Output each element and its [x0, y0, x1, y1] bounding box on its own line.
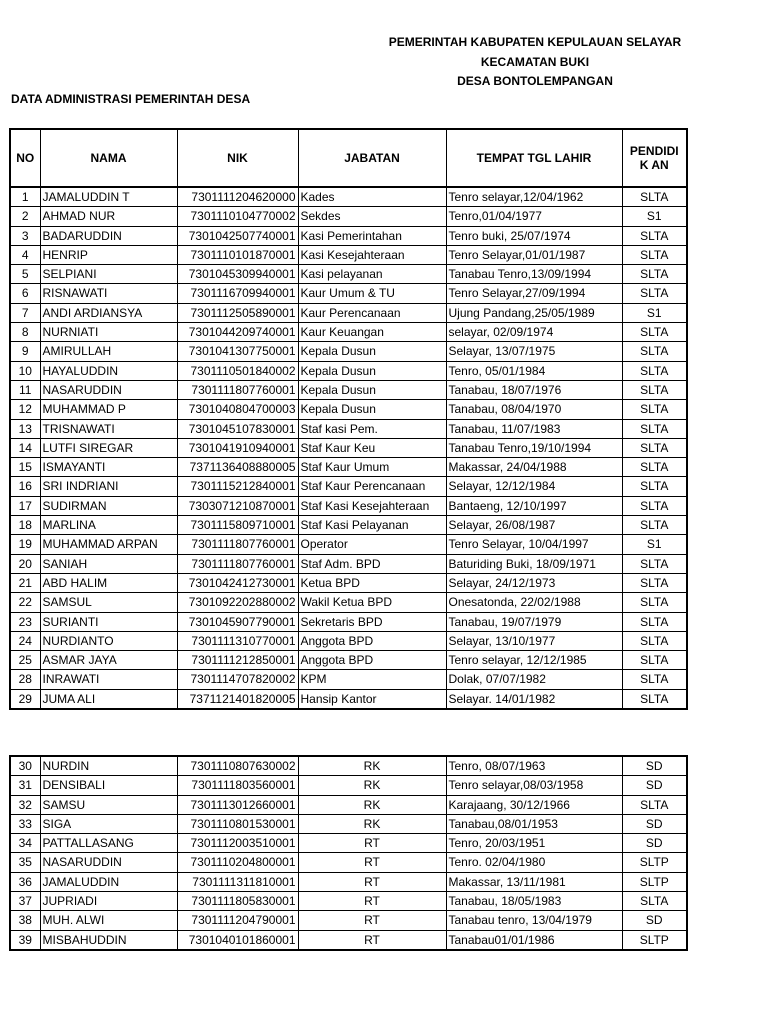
cell-nama: HAYALUDDIN: [40, 361, 177, 380]
cell-jabatan: Kaur Umum & TU: [298, 284, 446, 303]
table-row: [10, 911, 687, 930]
cell-nik: 7301115212840001: [177, 477, 298, 496]
table-row: [10, 245, 687, 264]
cell-no: 21: [10, 573, 40, 592]
cell-nama: AMIRULLAH: [40, 342, 177, 361]
cell-pendidikan: SLTA: [622, 612, 687, 631]
cell-nik: 7303071210870001: [177, 496, 298, 515]
staff-table-body: [10, 187, 687, 709]
table-row: [10, 496, 687, 515]
cell-ttl: Tenro. 02/04/1980: [446, 853, 622, 872]
cell-nama: NURDIN: [40, 756, 177, 776]
cell-jabatan: Anggota BPD: [298, 651, 446, 670]
table-row: [10, 284, 687, 303]
document-title: DATA ADMINISTRASI PEMERINTAH DESA: [11, 92, 251, 106]
cell-nama: LUTFI SIREGAR: [40, 438, 177, 457]
cell-jabatan: RT: [298, 872, 446, 891]
cell-jabatan: Kaur Perencanaan: [298, 303, 446, 322]
table-row: [10, 631, 687, 650]
cell-pendidikan: SLTP: [622, 853, 687, 872]
cell-pendidikan: SLTA: [622, 323, 687, 342]
cell-nik: 7301114707820002: [177, 670, 298, 689]
cell-ttl: Tanabau, 08/04/1970: [446, 400, 622, 419]
cell-pendidikan: S1: [622, 535, 687, 554]
cell-nik: 7301115809710001: [177, 516, 298, 535]
cell-nama: MUHAMMAD ARPAN: [40, 535, 177, 554]
cell-no: 12: [10, 400, 40, 419]
table-row: [10, 795, 687, 814]
table-row: [10, 438, 687, 457]
table-row: [10, 554, 687, 573]
cell-nama: DENSIBALI: [40, 776, 177, 795]
table-row: [10, 226, 687, 245]
cell-no: 30: [10, 756, 40, 776]
cell-pendidikan: SLTA: [622, 187, 687, 207]
cell-ttl: Selayar, 12/12/1984: [446, 477, 622, 496]
cell-nama: PATTALLASANG: [40, 834, 177, 853]
cell-pendidikan: SLTA: [622, 516, 687, 535]
header-district: KECAMATAN BUKI: [480, 54, 590, 69]
cell-ttl: Tenro selayar,08/03/1958: [446, 776, 622, 795]
cell-pendidikan: SLTA: [622, 573, 687, 592]
cell-ttl: Tenro Selayar,01/01/1987: [446, 245, 622, 264]
cell-nama: NURDIANTO: [40, 631, 177, 650]
cell-ttl: Tenro Selayar,27/09/1994: [446, 284, 622, 303]
cell-pendidikan: SLTA: [622, 670, 687, 689]
column-header-ttl: TEMPAT TGL LAHIR: [446, 129, 622, 187]
cell-nama: SANIAH: [40, 554, 177, 573]
cell-jabatan: RT: [298, 911, 446, 930]
cell-no: 25: [10, 651, 40, 670]
cell-no: 2: [10, 207, 40, 226]
cell-jabatan: Wakil Ketua BPD: [298, 593, 446, 612]
cell-ttl: Baturiding Buki, 18/09/1971: [446, 554, 622, 573]
cell-nama: JAMALUDDIN T: [40, 187, 177, 207]
cell-nik: 7301110501840002: [177, 361, 298, 380]
cell-jabatan: RT: [298, 892, 446, 911]
cell-nik: 7301092202880002: [177, 593, 298, 612]
table-row: [10, 419, 687, 438]
cell-no: 32: [10, 795, 40, 814]
cell-ttl: Tanabau, 19/07/1979: [446, 612, 622, 631]
cell-pendidikan: S1: [622, 303, 687, 322]
table-row: [10, 776, 687, 795]
cell-pendidikan: SLTA: [622, 342, 687, 361]
cell-pendidikan: SLTA: [622, 380, 687, 399]
cell-nik: 7301040804700003: [177, 400, 298, 419]
cell-nik: 7301111204790001: [177, 911, 298, 930]
cell-ttl: Tanabau Tenro,19/10/1994: [446, 438, 622, 457]
cell-nik: 7301040101860001: [177, 930, 298, 950]
cell-nik: 7301111212850001: [177, 651, 298, 670]
cell-jabatan: Anggota BPD: [298, 631, 446, 650]
cell-nama: INRAWATI: [40, 670, 177, 689]
cell-no: 39: [10, 930, 40, 950]
cell-ttl: Karajaang, 30/12/1966: [446, 795, 622, 814]
cell-pendidikan: SLTA: [622, 284, 687, 303]
cell-ttl: Selayar, 13/07/1975: [446, 342, 622, 361]
rt-rk-table: [9, 755, 688, 951]
cell-pendidikan: SD: [622, 756, 687, 776]
cell-no: 18: [10, 516, 40, 535]
table-row: [10, 535, 687, 554]
cell-nama: SURIANTI: [40, 612, 177, 631]
cell-nik: 7301111311810001: [177, 872, 298, 891]
cell-no: 31: [10, 776, 40, 795]
cell-nik: 7371121401820005: [177, 689, 298, 709]
cell-nama: AHMAD NUR: [40, 207, 177, 226]
column-header-no: NO: [10, 129, 40, 187]
cell-nik: 7301045309940001: [177, 265, 298, 284]
cell-no: 10: [10, 361, 40, 380]
cell-jabatan: RK: [298, 756, 446, 776]
cell-jabatan: RT: [298, 930, 446, 950]
table-row: [10, 853, 687, 872]
table-row: [10, 361, 687, 380]
cell-no: 23: [10, 612, 40, 631]
cell-nik: 7301111310770001: [177, 631, 298, 650]
cell-nik: 7371136408880005: [177, 458, 298, 477]
cell-nama: SAMSU: [40, 795, 177, 814]
cell-no: 37: [10, 892, 40, 911]
table-row: [10, 651, 687, 670]
table-row: [10, 834, 687, 853]
cell-pendidikan: SLTA: [622, 361, 687, 380]
cell-ttl: Selayar, 24/12/1973: [446, 573, 622, 592]
cell-nik: 7301110101870001: [177, 245, 298, 264]
cell-jabatan: Kepala Dusun: [298, 400, 446, 419]
cell-ttl: Makassar, 13/11/1981: [446, 872, 622, 891]
cell-pendidikan: SLTA: [622, 477, 687, 496]
cell-nama: ASMAR JAYA: [40, 651, 177, 670]
cell-nama: RISNAWATI: [40, 284, 177, 303]
table-row: [10, 458, 687, 477]
cell-pendidikan: SLTA: [622, 400, 687, 419]
cell-jabatan: Staf Kasi Kesejahteraan: [298, 496, 446, 515]
document-header: [360, 33, 710, 92]
cell-pendidikan: SLTA: [622, 245, 687, 264]
cell-ttl: Tanabau tenro, 13/04/1979: [446, 911, 622, 930]
cell-jabatan: Sekretaris BPD: [298, 612, 446, 631]
cell-ttl: Bantaeng, 12/10/1997: [446, 496, 622, 515]
table-row: [10, 930, 687, 950]
cell-ttl: Tanabau, 11/07/1983: [446, 419, 622, 438]
cell-jabatan: Staf Kasi Pelayanan: [298, 516, 446, 535]
cell-ttl: Tenro Selayar, 10/04/1997: [446, 535, 622, 554]
table-row: [10, 207, 687, 226]
cell-jabatan: Staf Kaur Perencanaan: [298, 477, 446, 496]
column-header-nik: NIK: [177, 129, 298, 187]
cell-pendidikan: SD: [622, 911, 687, 930]
cell-ttl: Makassar, 24/04/1988: [446, 458, 622, 477]
cell-pendidikan: SLTA: [622, 554, 687, 573]
table-row: [10, 323, 687, 342]
cell-nik: 7301110807630002: [177, 756, 298, 776]
column-header-nama: NAMA: [40, 129, 177, 187]
cell-nik: 7301110204800001: [177, 853, 298, 872]
cell-ttl: Selayar, 13/10/1977: [446, 631, 622, 650]
cell-nik: 7301045107830001: [177, 419, 298, 438]
cell-nik: 7301110801530001: [177, 814, 298, 833]
table-row: [10, 670, 687, 689]
cell-jabatan: Kepala Dusun: [298, 361, 446, 380]
table-row: [10, 265, 687, 284]
cell-nik: 7301111807760001: [177, 535, 298, 554]
cell-nik: 7301041307750001: [177, 342, 298, 361]
cell-nik: 7301045907790001: [177, 612, 298, 631]
cell-no: 22: [10, 593, 40, 612]
cell-ttl: Tenro selayar,12/04/1962: [446, 187, 622, 207]
cell-nik: 7301042507740001: [177, 226, 298, 245]
table-row: [10, 612, 687, 631]
cell-nik: 7301111807760001: [177, 380, 298, 399]
cell-pendidikan: SLTA: [622, 226, 687, 245]
header-village: DESA BONTOLEMPANGAN: [457, 74, 613, 88]
cell-nama: MARLINA: [40, 516, 177, 535]
column-header-pendidikan: PENDIDIK AN: [622, 129, 687, 187]
cell-nama: SUDIRMAN: [40, 496, 177, 515]
cell-pendidikan: S1: [622, 207, 687, 226]
cell-no: 19: [10, 535, 40, 554]
cell-jabatan: Staf Kaur Umum: [298, 458, 446, 477]
cell-ttl: Onesatonda, 22/02/1988: [446, 593, 622, 612]
cell-ttl: Ujung Pandang,25/05/1989: [446, 303, 622, 322]
cell-ttl: Dolak, 07/07/1982: [446, 670, 622, 689]
cell-nik: 7301112505890001: [177, 303, 298, 322]
cell-nama: NURNIATI: [40, 323, 177, 342]
cell-ttl: Tenro,01/04/1977: [446, 207, 622, 226]
table-row: [10, 380, 687, 399]
cell-pendidikan: SLTA: [622, 689, 687, 709]
cell-ttl: Tanabau, 18/05/1983: [446, 892, 622, 911]
cell-pendidikan: SLTA: [622, 631, 687, 650]
cell-nama: SAMSUL: [40, 593, 177, 612]
cell-nama: MUHAMMAD P: [40, 400, 177, 419]
table-row: [10, 872, 687, 891]
cell-no: 17: [10, 496, 40, 515]
staff-table: [9, 128, 688, 710]
cell-no: 38: [10, 911, 40, 930]
cell-ttl: Tenro buki, 25/07/1974: [446, 226, 622, 245]
cell-nama: NASARUDDIN: [40, 853, 177, 872]
cell-ttl: Tanabau,08/01/1953: [446, 814, 622, 833]
cell-no: 6: [10, 284, 40, 303]
cell-no: 28: [10, 670, 40, 689]
header-government: PEMERINTAH KABUPATEN KEPULAUAN SELAYAR: [388, 35, 682, 49]
cell-nik: 7301111807760001: [177, 554, 298, 573]
table-row: [10, 814, 687, 833]
cell-pendidikan: SLTA: [622, 458, 687, 477]
table-header-row: [10, 129, 687, 187]
table-row: [10, 689, 687, 709]
cell-no: 14: [10, 438, 40, 457]
cell-pendidikan: SLTP: [622, 872, 687, 891]
cell-ttl: Selayar, 26/08/1987: [446, 516, 622, 535]
table-row: [10, 187, 687, 207]
cell-ttl: Tenro, 05/01/1984: [446, 361, 622, 380]
cell-nama: HENRIP: [40, 245, 177, 264]
cell-nama: TRISNAWATI: [40, 419, 177, 438]
cell-jabatan: RT: [298, 834, 446, 853]
cell-no: 1: [10, 187, 40, 207]
cell-nama: MISBAHUDDIN: [40, 930, 177, 950]
cell-nama: ABD HALIM: [40, 573, 177, 592]
cell-no: 33: [10, 814, 40, 833]
cell-nama: JUPRIADI: [40, 892, 177, 911]
table-row: [10, 593, 687, 612]
cell-jabatan: Kasi Pemerintahan: [298, 226, 446, 245]
cell-jabatan: Kades: [298, 187, 446, 207]
cell-no: 20: [10, 554, 40, 573]
table-row: [10, 477, 687, 496]
cell-no: 16: [10, 477, 40, 496]
cell-no: 5: [10, 265, 40, 284]
cell-nama: SELPIANI: [40, 265, 177, 284]
cell-pendidikan: SLTA: [622, 593, 687, 612]
cell-pendidikan: SLTA: [622, 651, 687, 670]
table-row: [10, 892, 687, 911]
cell-pendidikan: SLTA: [622, 496, 687, 515]
cell-jabatan: Kepala Dusun: [298, 342, 446, 361]
cell-pendidikan: SLTA: [622, 892, 687, 911]
cell-no: 11: [10, 380, 40, 399]
cell-no: 35: [10, 853, 40, 872]
cell-jabatan: Kaur Keuangan: [298, 323, 446, 342]
cell-pendidikan: SLTA: [622, 419, 687, 438]
cell-nik: 7301041910940001: [177, 438, 298, 457]
cell-no: 36: [10, 872, 40, 891]
cell-ttl: Tenro, 08/07/1963: [446, 756, 622, 776]
cell-ttl: Tanabau Tenro,13/09/1994: [446, 265, 622, 284]
cell-nik: 7301113012660001: [177, 795, 298, 814]
cell-ttl: Selayar. 14/01/1982: [446, 689, 622, 709]
cell-ttl: Tanabau, 18/07/1976: [446, 380, 622, 399]
cell-ttl: Tanabau01/01/1986: [446, 930, 622, 950]
cell-jabatan: Staf Kaur Keu: [298, 438, 446, 457]
cell-no: 24: [10, 631, 40, 650]
cell-nama: SRI INDRIANI: [40, 477, 177, 496]
cell-jabatan: KPM: [298, 670, 446, 689]
column-header-jabatan: JABATAN: [298, 129, 446, 187]
table-row: [10, 573, 687, 592]
cell-nik: 7301116709940001: [177, 284, 298, 303]
cell-nama: BADARUDDIN: [40, 226, 177, 245]
cell-jabatan: Kasi pelayanan: [298, 265, 446, 284]
table-row: [10, 303, 687, 322]
cell-jabatan: Hansip Kantor: [298, 689, 446, 709]
cell-jabatan: RT: [298, 853, 446, 872]
cell-nama: JAMALUDDIN: [40, 872, 177, 891]
cell-nama: ISMAYANTI: [40, 458, 177, 477]
cell-nik: 7301111805830001: [177, 892, 298, 911]
cell-jabatan: Sekdes: [298, 207, 446, 226]
cell-pendidikan: SLTA: [622, 265, 687, 284]
cell-jabatan: Ketua BPD: [298, 573, 446, 592]
cell-ttl: Tenro, 20/03/1951: [446, 834, 622, 853]
cell-jabatan: Staf kasi Pem.: [298, 419, 446, 438]
table-row: [10, 756, 687, 776]
cell-no: 34: [10, 834, 40, 853]
cell-no: 9: [10, 342, 40, 361]
cell-pendidikan: SLTP: [622, 930, 687, 950]
cell-pendidikan: SLTA: [622, 795, 687, 814]
cell-no: 3: [10, 226, 40, 245]
cell-nama: NASARUDDIN: [40, 380, 177, 399]
cell-nama: JUMA ALI: [40, 689, 177, 709]
cell-no: 4: [10, 245, 40, 264]
table-row: [10, 400, 687, 419]
cell-ttl: Tenro selayar, 12/12/1985: [446, 651, 622, 670]
cell-nik: 7301044209740001: [177, 323, 298, 342]
cell-nik: 7301042412730001: [177, 573, 298, 592]
cell-jabatan: RK: [298, 795, 446, 814]
cell-nik: 7301111803560001: [177, 776, 298, 795]
table-row: [10, 342, 687, 361]
cell-pendidikan: SD: [622, 776, 687, 795]
cell-no: 8: [10, 323, 40, 342]
cell-no: 13: [10, 419, 40, 438]
cell-nik: 7301111204620000: [177, 187, 298, 207]
cell-pendidikan: SD: [622, 814, 687, 833]
cell-jabatan: RK: [298, 814, 446, 833]
cell-jabatan: Kasi Kesejahteraan: [298, 245, 446, 264]
cell-no: 15: [10, 458, 40, 477]
cell-nik: 7301112003510001: [177, 834, 298, 853]
cell-no: 7: [10, 303, 40, 322]
table-row: [10, 516, 687, 535]
cell-nik: 7301110104770002: [177, 207, 298, 226]
cell-nama: MUH. ALWI: [40, 911, 177, 930]
cell-pendidikan: SD: [622, 834, 687, 853]
cell-ttl: selayar, 02/09/1974: [446, 323, 622, 342]
cell-pendidikan: SLTA: [622, 438, 687, 457]
cell-nama: SIGA: [40, 814, 177, 833]
cell-nama: ANDI ARDIANSYA: [40, 303, 177, 322]
cell-jabatan: Operator: [298, 535, 446, 554]
cell-jabatan: Kepala Dusun: [298, 380, 446, 399]
cell-jabatan: RK: [298, 776, 446, 795]
cell-no: 29: [10, 689, 40, 709]
cell-jabatan: Staf Adm. BPD: [298, 554, 446, 573]
rt-rk-table-body: [10, 756, 687, 950]
